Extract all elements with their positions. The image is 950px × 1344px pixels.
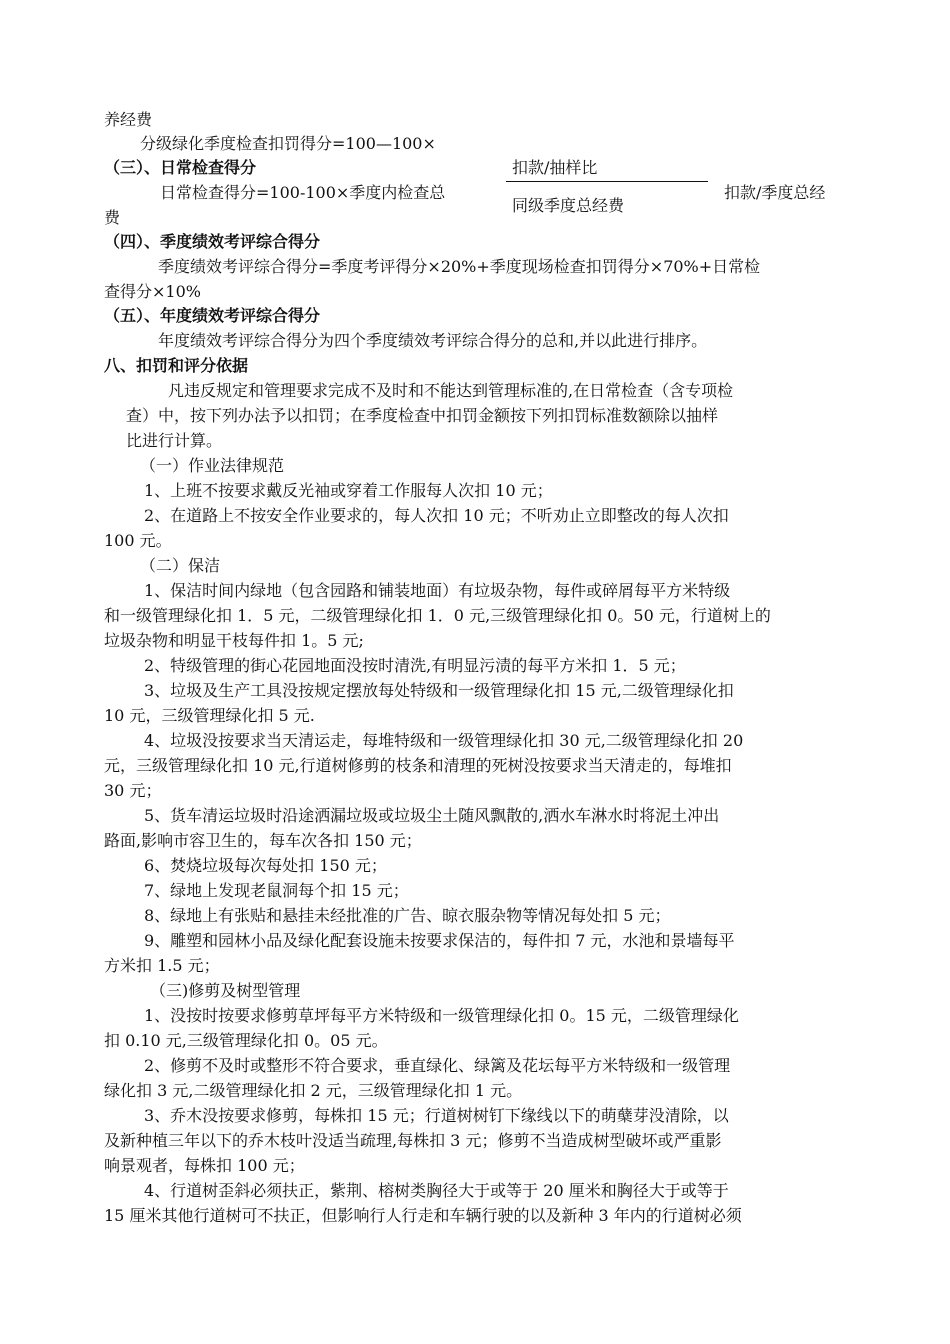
paragraph-line: 凡违反规定和管理要求完成不及时和不能达到管理标准的,在日常检查（含专项检 xyxy=(168,381,734,400)
paragraph-line: 6、焚烧垃圾每次每处扣 150 元； xyxy=(144,856,387,875)
paragraph-line: 比进行计算。 xyxy=(126,431,223,450)
subsection-heading: （一）作业法律规范 xyxy=(140,456,285,475)
formula-line: 分级绿化季度检查扣罚得分=100—100× xyxy=(140,134,436,153)
paragraph-line: 查）中，按下列办法予以扣罚；在季度检查中扣罚金额按下列扣罚标准数额除以抽样 xyxy=(126,406,719,425)
section-heading: （四）、季度绩效考评综合得分 xyxy=(104,232,321,251)
paragraph-line: 15 厘米其他行道树可不扶正，但影响行人行走和车辆行驶的以及新种 3 年内的行道树必须 xyxy=(104,1206,742,1225)
paragraph-line: 3、垃圾及生产工具没按规定摆放每处特级和一级管理绿化扣 15 元,二级管理绿化扣 xyxy=(144,681,734,700)
paragraph-line: 和一级管理绿化扣 1．5 元，二级管理绿化扣 1．0 元,三级管理绿化扣 0。50 元，行道树上的 xyxy=(104,606,771,625)
text-line: 养经费 xyxy=(104,110,153,129)
text-line: 年度绩效考评综合得分为四个季度绩效考评综合得分的总和,并以此进行排序。 xyxy=(158,331,708,350)
paragraph-line: 4、行道树歪斜必须扶正，紫荆、榕树类胸径大于或等于 20 厘米和胸径大于或等于 xyxy=(144,1181,729,1200)
paragraph-line: 1、保洁时间内绿地（包含园路和铺装地面）有垃圾杂物，每件或碎屑每平方米特级 xyxy=(144,581,731,600)
paragraph-line: 垃圾杂物和明显干枝每件扣 1。5 元; xyxy=(104,631,364,650)
paragraph-line: 3、乔木没按要求修剪，每株扣 15 元；行道树树钉下缘线以下的萌蘖芽没清除，以 xyxy=(144,1106,729,1125)
paragraph-line: 1、没按时按要求修剪草坪每平方米特级和一级管理绿化扣 0。15 元，二级管理绿化 xyxy=(144,1006,739,1025)
paragraph-line: 路面,影响市容卫生的，每车次各扣 150 元； xyxy=(104,831,422,850)
paragraph-line: 4、垃圾没按要求当天清运走，每堆特级和一级管理绿化扣 30 元,二级管理绿化扣 20 xyxy=(144,731,744,750)
paragraph-line: 10 元，三级管理绿化扣 5 元. xyxy=(104,706,315,725)
subsection-heading: （三)修剪及树型管理 xyxy=(150,981,301,1000)
formula-line: 日常检查得分=100-100×季度内检查总 xyxy=(160,183,446,202)
formula-line: 季度绩效考评综合得分=季度考评得分×20%+季度现场检查扣罚得分×70%+日常检 xyxy=(158,257,761,276)
paragraph-line: 元，三级管理绿化扣 10 元,行道树修剪的枝条和清理的死树没按要求当天清走的，每堆扣 xyxy=(104,756,732,775)
paragraph-line: 1、上班不按要求戴反光袖或穿着工作服每人次扣 10 元； xyxy=(144,481,553,500)
paragraph-line: 方米扣 1.5 元； xyxy=(104,956,220,975)
paragraph-line: 2、特级管理的街心花园地面没按时清洗,有明显污渍的每平方米扣 1．5 元； xyxy=(144,656,686,675)
section-heading: （五）、年度绩效考评综合得分 xyxy=(104,306,321,325)
paragraph-line: 30 元； xyxy=(104,781,162,800)
section-heading: （三）、日常检查得分 xyxy=(104,158,257,177)
text-line: 费 xyxy=(104,208,121,227)
paragraph-line: 8、绿地上有张贴和悬挂未经批准的广告、晾衣服杂物等情况每处扣 5 元； xyxy=(144,906,671,925)
fraction-bar xyxy=(506,181,708,182)
paragraph-line: 2、在道路上不按安全作业要求的，每人次扣 10 元；不听劝止立即整改的每人次扣 xyxy=(144,506,729,525)
paragraph-line: 100 元。 xyxy=(104,531,172,550)
paragraph-line: 绿化扣 3 元,二级管理绿化扣 2 元，三级管理绿化扣 1 元。 xyxy=(104,1081,523,1100)
subsection-heading: （二）保洁 xyxy=(140,556,221,575)
paragraph-line: 2、修剪不及时或整形不符合要求，垂直绿化、绿篱及花坛每平方米特级和一级管理 xyxy=(144,1056,731,1075)
paragraph-line: 及新种植三年以下的乔木枝叶没适当疏理,每株扣 3 元；修剪不当造成树型破坏或严重影 xyxy=(104,1131,722,1150)
text-line: 查得分×10% xyxy=(104,282,201,301)
fraction-numerator: 扣款/抽样比 xyxy=(512,158,598,177)
paragraph-line: 扣 0.10 元,三级管理绿化扣 0。05 元。 xyxy=(104,1031,388,1050)
paragraph-line: 9、雕塑和园林小品及绿化配套设施未按要求保洁的，每件扣 7 元，水池和景墙每平 xyxy=(144,931,735,950)
paragraph-line: 7、绿地上发现老鼠洞每个扣 15 元； xyxy=(144,881,409,900)
paragraph-line: 5、货车清运垃圾时沿途洒漏垃圾或垃圾尘土随风飘散的,洒水车淋水时将泥土冲出 xyxy=(144,806,720,825)
section-heading: 八、扣罚和评分依据 xyxy=(104,356,249,375)
paragraph-line: 响景观者，每株扣 100 元； xyxy=(104,1156,305,1175)
formula-line-tail: 扣款/季度总经 xyxy=(724,183,826,202)
fraction-denominator: 同级季度总经费 xyxy=(512,196,625,215)
